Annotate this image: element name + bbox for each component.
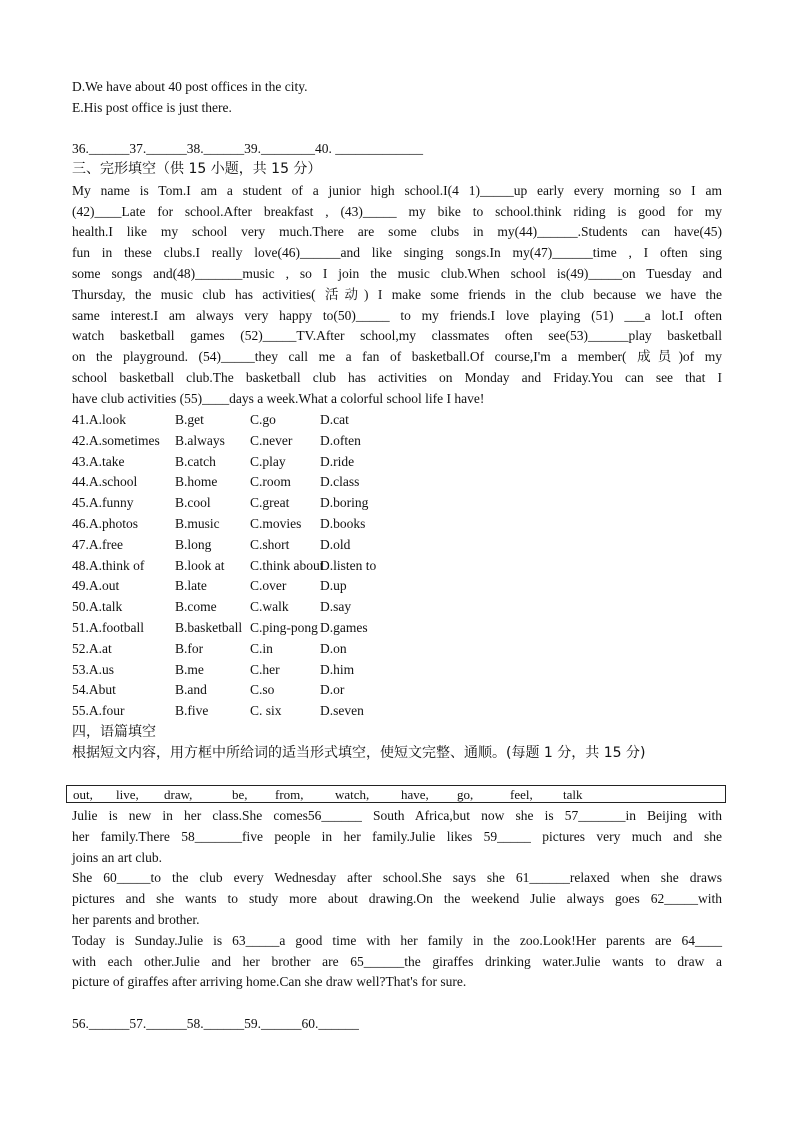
question-row xyxy=(72,472,722,492)
question-option-d: D.cat xyxy=(320,412,349,427)
question-row xyxy=(72,493,722,513)
question-option-b: B.late xyxy=(175,578,207,594)
question-option-a: 42.A.sometimes xyxy=(72,432,160,448)
question-option-c: C.short xyxy=(250,536,290,552)
passage-line: her parents and brother. xyxy=(72,912,200,927)
question-option-b: B.five xyxy=(175,703,209,719)
question-option-a: 43.A.take xyxy=(72,453,125,469)
passage-line: joins an art club. xyxy=(72,850,162,865)
passage-line: her family.There 58_______five people in her family.Julie likes 59_____ pictures very much and she xyxy=(72,829,722,844)
question-option-c: C.never xyxy=(250,432,293,448)
question-row xyxy=(72,410,722,430)
cloze-line: some songs and(48)_______music , so I join the music club.When school is(49)_____on Tuesday and xyxy=(72,266,722,281)
question-option-a: 55.A.four xyxy=(72,703,125,719)
question-option-a: 41.A.look xyxy=(72,412,126,427)
passage-line: Julie is new in her class.She comes56______ South Africa,but now she is 57_______in Beijing with xyxy=(72,808,722,823)
cloze-line: school basketball club.The basketball club has activities on Monday and Friday.You can see that I xyxy=(72,370,722,385)
question-option-d: D.often xyxy=(320,432,361,448)
passage-line: picture of giraffes after arriving home.Can she draw well?That's for sure. xyxy=(72,974,467,989)
question-row xyxy=(72,701,722,721)
question-option-a: 45.A.funny xyxy=(72,495,134,511)
passage-line: She 60_____to the club every Wednesday after school.She says she 61______relaxed when she draws xyxy=(72,870,722,885)
question-option-c: C. six xyxy=(250,703,282,719)
word-bank-item: watch, xyxy=(335,787,370,802)
question-option-d: D.books xyxy=(320,516,366,531)
question-row xyxy=(72,680,722,700)
question-row xyxy=(72,452,722,472)
question-option-b: B.home xyxy=(175,474,218,490)
question-option-c: C.so xyxy=(250,682,275,698)
question-option-c: C.her xyxy=(250,661,280,677)
question-row xyxy=(72,660,722,680)
answer-line-36-40: 36.______37.______38.______39.________40. _____________ xyxy=(72,141,423,156)
question-row xyxy=(72,597,722,617)
question-row xyxy=(72,618,722,638)
question-option-c: C.room xyxy=(250,474,291,490)
cloze-line: have club activities (55)____days a week.What a colorful school life I have! xyxy=(72,391,485,406)
question-option-d: D.old xyxy=(320,536,351,552)
passage-line: with each other.Julie and her brother are 65______the giraffes drinking water.Julie wants to draw a xyxy=(72,954,722,969)
word-bank-box xyxy=(66,785,726,803)
question-option-c: C.great xyxy=(250,495,290,511)
section-4-instruction: 根据短文内容，用方框中所给词的适当形式填空，使短文完整、通顺。(每题 1 分，共 15 分) xyxy=(72,745,646,761)
question-option-c: C.movies xyxy=(250,516,302,531)
question-option-a: 49.A.out xyxy=(72,578,120,594)
question-option-d: D.seven xyxy=(320,703,364,719)
question-option-b: B.come xyxy=(175,599,217,615)
question-option-a: 53.A.us xyxy=(72,661,115,677)
question-option-a: 48.A.think of xyxy=(72,557,145,573)
question-option-b: B.look at xyxy=(175,557,225,573)
question-option-b: B.get xyxy=(175,412,204,427)
question-option-a: 50.A.talk xyxy=(72,599,123,615)
option-e-text: E.His post office is just there. xyxy=(72,100,232,115)
question-option-c: C.over xyxy=(250,578,287,594)
passage-line: pictures and she wants to study more about drawing.On the weekend Julie always goes 62_____with xyxy=(72,891,722,906)
section-4-heading: 四，语篇填空 xyxy=(72,724,156,740)
question-row xyxy=(72,431,722,451)
cloze-line: fun in these clubs.I really love(46)______and like singing songs.In my(47)______time , I often sing xyxy=(72,245,722,260)
question-option-d: D.boring xyxy=(320,495,369,511)
question-row xyxy=(72,639,722,659)
question-option-b: B.for xyxy=(175,640,204,656)
question-option-d: D.ride xyxy=(320,453,355,469)
question-option-a: 51.A.football xyxy=(72,620,144,635)
cloze-line: (42)____Late for school.After breakfast , (43)_____ my bike to school.think riding is good for my xyxy=(72,204,722,219)
cloze-line: My name is Tom.I am a student of a junior high school.I(4 1)_____up early every morning so I am xyxy=(72,183,722,198)
section-3-heading: 三、完形填空（供 15 小题，共 15 分） xyxy=(72,161,322,177)
word-bank-item: go, xyxy=(457,787,474,802)
word-bank-item: have, xyxy=(401,787,429,802)
word-bank-item: talk xyxy=(563,787,583,802)
question-option-a: 47.A.free xyxy=(72,536,123,552)
question-option-d: D.on xyxy=(320,640,347,656)
question-option-b: B.catch xyxy=(175,453,216,469)
question-option-b: B.music xyxy=(175,516,220,531)
cloze-line: Thursday, the music club has activities( 活动) I make some friends in the club because we have the xyxy=(72,287,722,302)
word-bank-item: feel, xyxy=(510,787,533,802)
question-option-a: 52.A.at xyxy=(72,640,112,656)
question-option-b: B.and xyxy=(175,682,207,698)
question-option-c: C.go xyxy=(250,412,276,427)
question-option-a: 46.A.photos xyxy=(72,516,139,531)
word-bank-item: draw, xyxy=(164,787,193,802)
question-option-d: D.or xyxy=(320,682,345,698)
word-bank-item: from, xyxy=(275,787,304,802)
question-option-c: C.walk xyxy=(250,599,289,615)
question-row xyxy=(72,535,722,555)
question-option-d: D.up xyxy=(320,578,347,594)
word-bank-item: be, xyxy=(232,787,248,802)
answer-line-56-60: 56.______57.______58.______59.______60.______ xyxy=(72,1016,359,1031)
question-option-c: C.ping-pong xyxy=(250,620,318,635)
question-option-d: D.say xyxy=(320,599,352,615)
cloze-line: watch basketball games (52)_____TV.After school,my classmates often see(53)______play basketball xyxy=(72,328,722,343)
passage-line: Today is Sunday.Julie is 63_____a good time with her family in the zoo.Look!Her parents are 64____ xyxy=(72,933,722,948)
question-option-b: B.always xyxy=(175,432,225,448)
question-option-d: D.him xyxy=(320,661,355,677)
option-d-text: D.We have about 40 post offices in the city. xyxy=(72,79,308,94)
question-option-d: D.class xyxy=(320,474,360,490)
word-bank-item: live, xyxy=(116,787,139,802)
question-option-b: B.long xyxy=(175,536,212,552)
question-option-c: C.in xyxy=(250,640,273,656)
question-option-b: B.me xyxy=(175,661,204,677)
word-bank-item: out, xyxy=(73,787,93,802)
question-option-a: 44.A.school xyxy=(72,474,138,490)
cloze-line: on the playground. (54)_____they call me a fan of basketball.Of course,I'm a member( 成员)of my xyxy=(72,349,722,364)
cloze-line: same interest.I am always very happy to(50)_____ to my friends.I love playing (51) ___a lot.I often xyxy=(72,308,722,323)
cloze-line: health.I like my school very much.There are some clubs in my(44)______.Students can have(45) xyxy=(72,224,722,239)
question-option-c: C.play xyxy=(250,453,286,469)
question-option-c: C.think about xyxy=(250,557,324,573)
question-option-b: B.cool xyxy=(175,495,211,511)
question-option-d: D.games xyxy=(320,620,368,635)
question-row xyxy=(72,556,722,576)
question-row xyxy=(72,576,722,596)
question-row xyxy=(72,514,722,534)
question-option-b: B.basketball xyxy=(175,620,243,635)
question-option-a: 54.Abut xyxy=(72,682,116,698)
question-option-d: D.listen to xyxy=(320,557,377,573)
